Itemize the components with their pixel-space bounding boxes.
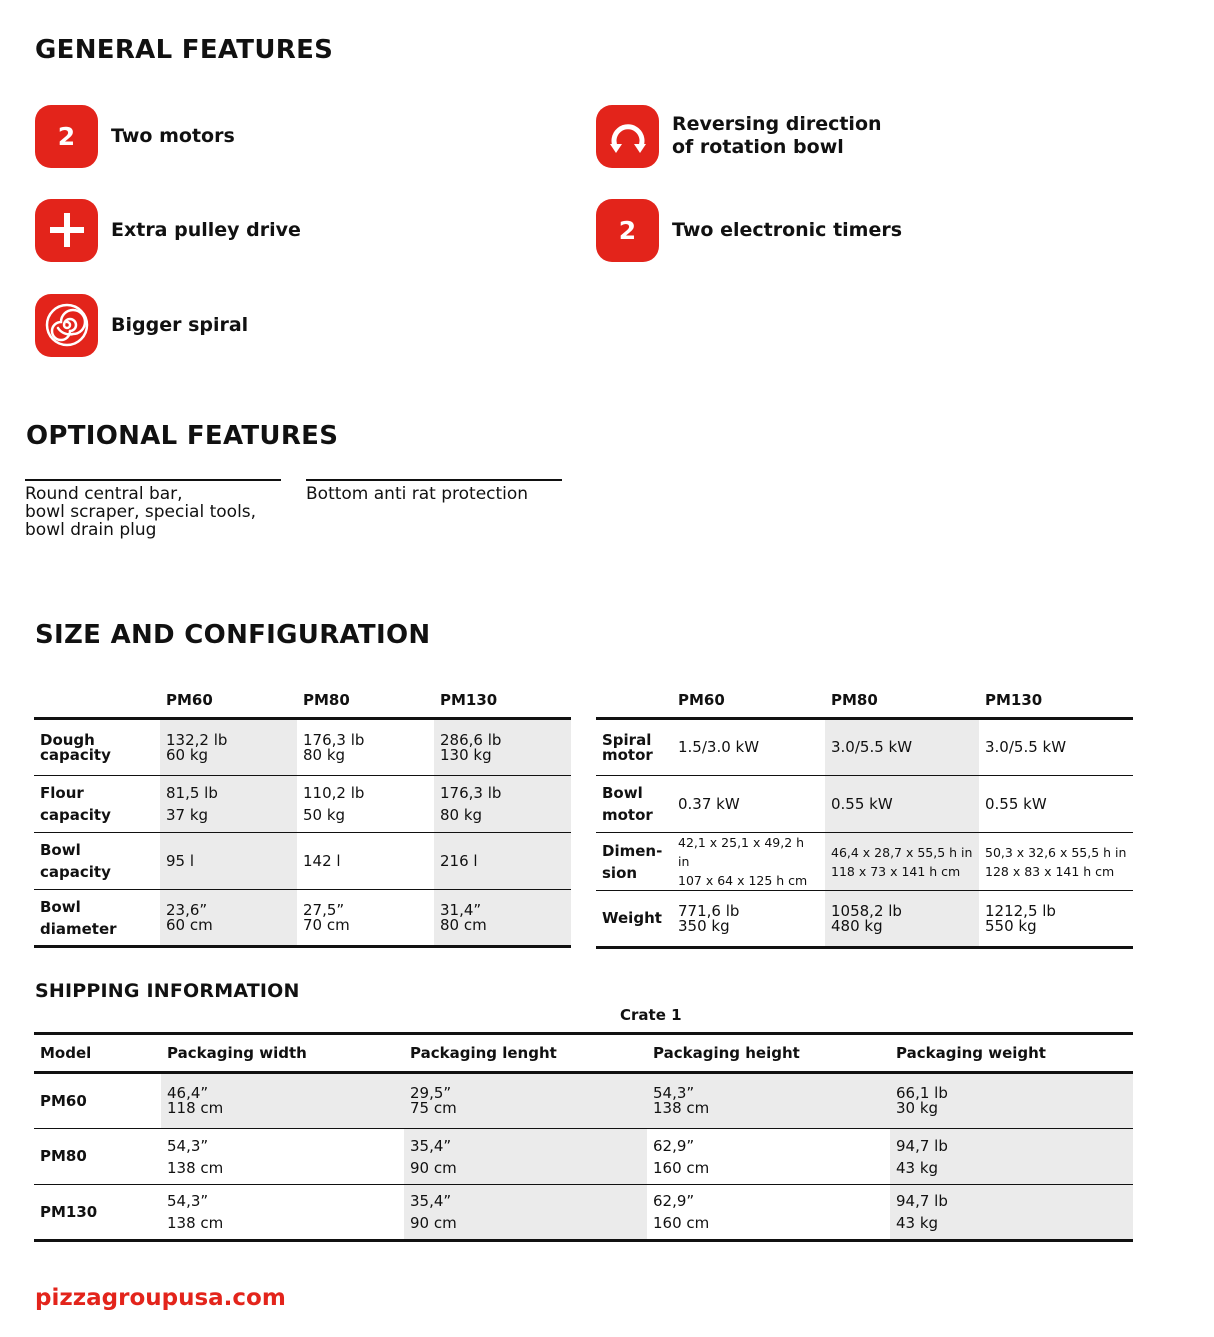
table-cell: 54,3” 138 cm [647, 1073, 890, 1129]
header-cell: Model [40, 1044, 92, 1062]
table-cell: 62,9” 160 cm [653, 1136, 710, 1177]
row-label: Dimen- sion [602, 841, 663, 882]
model-cell: PM60 [40, 1091, 87, 1110]
table-cell: 1212,5 lb 550 kg [985, 901, 1056, 935]
table-row [34, 719, 571, 776]
table-cell: 3.0/5.5 kW [985, 738, 1067, 756]
number-2-badge: 2 [35, 105, 98, 168]
header-cell: PM60 [166, 691, 213, 709]
table-cell: 176,3 lb 80 kg [303, 730, 365, 764]
header-cell: PM130 [985, 691, 1043, 709]
website-link[interactable]: pizzagroupusa.com [35, 1285, 286, 1311]
table-cell: 81,5 lb 37 kg [160, 776, 297, 833]
table-cell: 176,3 lb 80 kg [434, 776, 571, 833]
shipping-title: SHIPPING INFORMATION [35, 980, 300, 1002]
plus-icon [35, 199, 98, 262]
table-cell: 94,7 lb 43 kg [890, 1129, 1133, 1185]
table-cell: 42,1 x 25,1 x 49,2 h in 107 x 64 x 125 h cm [678, 835, 808, 888]
table-cell: 0.37 kW [678, 794, 740, 813]
table-cell: 46,4” 118 cm [161, 1073, 404, 1129]
table-header-row [596, 683, 1133, 719]
table-row [34, 1185, 1133, 1241]
table-cell: 46,4 x 28,7 x 55,5 h in 118 x 73 x 141 h cm [825, 833, 979, 891]
table-row [34, 833, 571, 890]
row-label: Bowl motor [602, 784, 653, 824]
table-cell: 95 l [160, 833, 297, 890]
table-row [596, 833, 1133, 891]
capacity-table [34, 683, 571, 948]
feature-extra-pulley [35, 198, 301, 262]
table-cell: 54,3” 138 cm [167, 1136, 224, 1177]
table-cell: 142 l [303, 851, 341, 870]
table-cell: 1058,2 lb 480 kg [825, 891, 979, 948]
table-header-row [34, 1034, 1133, 1073]
table-cell: 62,9” 160 cm [653, 1192, 710, 1232]
feature-label: Reversing direction of rotation bowl [672, 113, 882, 158]
header-cell: Packaging height [653, 1044, 800, 1062]
table-row [34, 1073, 1133, 1129]
optional-item-anti-rat: Bottom anti rat protection [306, 479, 562, 503]
header-cell [34, 683, 160, 719]
table-row [34, 890, 571, 947]
feature-bigger-spiral [35, 293, 248, 357]
size-config-title: SIZE AND CONFIGURATION [35, 620, 431, 650]
feature-two-timers [596, 198, 902, 262]
feature-label: Extra pulley drive [111, 218, 301, 241]
table-cell: 771,6 lb 350 kg [678, 901, 740, 935]
table-cell: 0.55 kW [985, 794, 1047, 813]
table-cell: 94,7 lb 43 kg [890, 1185, 1133, 1241]
table-cell: 132,2 lb 60 kg [160, 719, 297, 776]
header-cell: PM80 [831, 691, 878, 709]
feature-two-motors [35, 104, 235, 168]
header-cell: Packaging lenght [410, 1044, 557, 1062]
header-cell: PM80 [303, 691, 350, 709]
reverse-rotation-icon [596, 105, 659, 168]
crate-label: Crate 1 [620, 1006, 682, 1024]
spiral-icon [35, 294, 98, 357]
header-cell: PM60 [678, 691, 725, 709]
row-label: Spiral motor [602, 730, 653, 764]
table-header-row [34, 683, 571, 719]
header-cell: Packaging weight [896, 1044, 1046, 1062]
number-2-badge: 2 [596, 199, 659, 262]
row-label: Bowl diameter [40, 897, 117, 938]
table-cell: 23,6” 60 cm [160, 890, 297, 947]
feature-label: Bigger spiral [111, 313, 249, 336]
table-cell: 66,1 lb 30 kg [890, 1073, 1133, 1129]
table-cell: 27,5” 70 cm [303, 900, 350, 934]
table-cell: 1.5/3.0 kW [678, 738, 760, 756]
header-cell: PM130 [440, 691, 498, 709]
header-cell [596, 683, 672, 719]
table-cell: 0.55 kW [825, 776, 979, 833]
table-cell: 216 l [434, 833, 571, 890]
motor-dimension-table [596, 683, 1133, 949]
table-cell: 110,2 lb 50 kg [303, 784, 365, 824]
table-cell: 29,5” 75 cm [404, 1073, 647, 1129]
model-cell: PM130 [40, 1202, 98, 1221]
row-label: Flour capacity [40, 784, 111, 824]
table-cell: 286,6 lb 130 kg [434, 719, 571, 776]
table-row [596, 891, 1133, 948]
shipping-table [34, 1032, 1133, 1242]
table-cell: 50,3 x 32,6 x 55,5 h in 128 x 83 x 141 h cm [985, 844, 1127, 879]
table-row [596, 719, 1133, 776]
feature-label: Two motors [111, 124, 235, 147]
table-row [34, 776, 571, 833]
feature-reversing-direction [596, 104, 882, 168]
optional-features-title: OPTIONAL FEATURES [26, 421, 339, 451]
optional-item-central-bar: Round central bar, bowl scraper, special tools, bowl drain plug [25, 479, 281, 539]
row-label: Dough capacity [40, 730, 111, 764]
table-cell: 35,4” 90 cm [404, 1129, 647, 1185]
header-cell: Packaging width [167, 1044, 307, 1062]
table-cell: 35,4” 90 cm [404, 1185, 647, 1241]
table-row [34, 1129, 1133, 1185]
table-cell: 31,4” 80 cm [434, 890, 571, 947]
row-label: Bowl capacity [40, 841, 111, 881]
table-cell: 3.0/5.5 kW [825, 719, 979, 776]
general-features-title: GENERAL FEATURES [35, 35, 334, 65]
table-cell: 54,3” 138 cm [167, 1192, 224, 1232]
row-label: Weight [602, 909, 662, 927]
table-row [596, 776, 1133, 833]
feature-label: Two electronic timers [672, 218, 903, 241]
model-cell: PM80 [40, 1147, 87, 1165]
